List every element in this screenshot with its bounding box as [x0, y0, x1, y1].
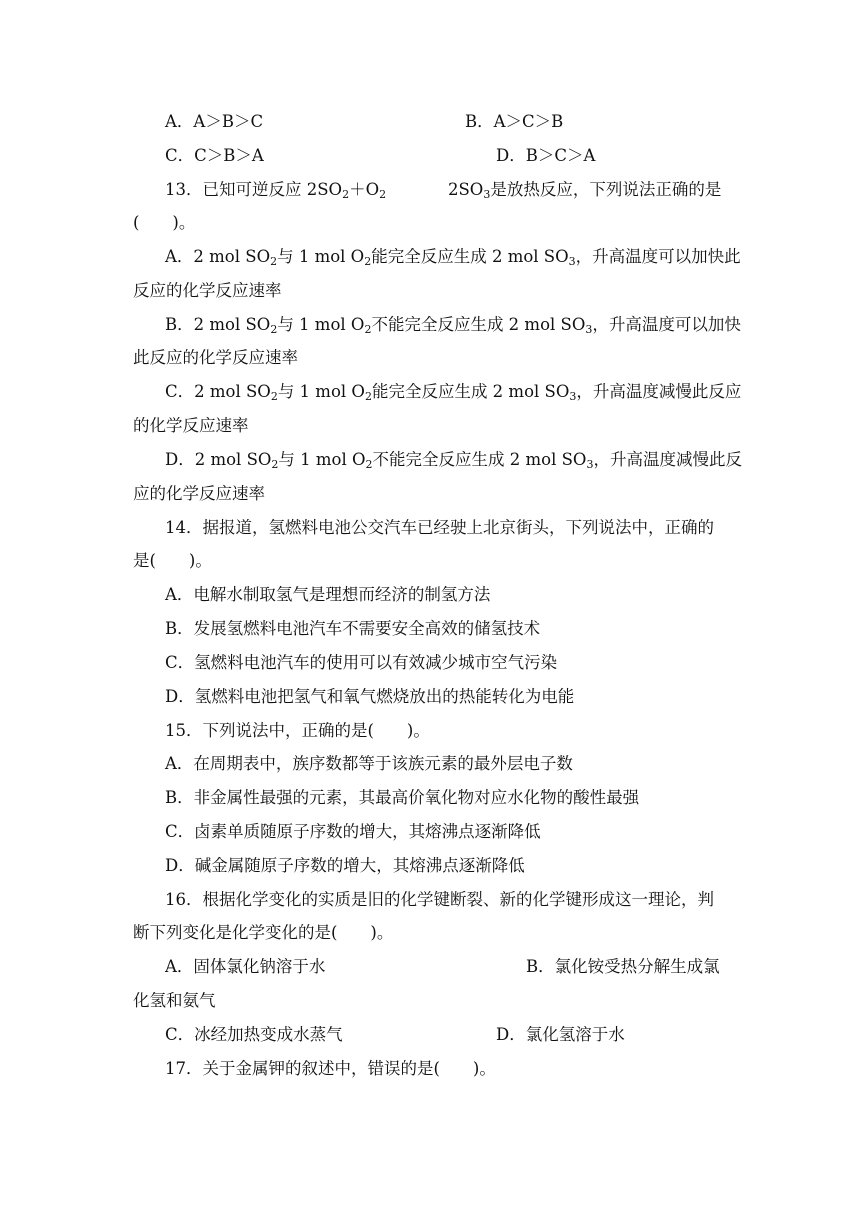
q13-option-d: D．2 mol $SO_2$与 1 mol $O_2$不能完全反应生成 2 mol $SO_3$，升高温度减慢此反: [165, 450, 742, 471]
q15-option-d: D．碱金属随原子序数的增大，其熔沸点逐渐降低: [165, 856, 525, 875]
q14-option-a: A．电解水制取氢气是理想而经济的制氢方法: [165, 585, 491, 604]
q16-option-b-cont: 化氢和氨气: [133, 991, 216, 1010]
q17-stem: 17．关于金属钾的叙述中，错误的是( )。: [165, 1059, 496, 1078]
q16-option-b: B．氯化铵受热分解生成氯: [526, 957, 720, 976]
q15-option-b: B．非金属性最强的元素，其最高价氧化物对应水化物的酸性最强: [165, 788, 640, 807]
q16-option-a: A．固体氯化钠溶于水: [165, 957, 326, 976]
q16-stem: 16．根据化学变化的实质是旧的化学键断裂、新的化学键形成这一理论，判: [165, 890, 714, 909]
q12-option-c: C．C＞B＞A: [165, 146, 264, 165]
q13-option-c-cont: 的化学反应速率: [133, 416, 249, 435]
q15-option-c: C．卤素单质随原子序数的增大，其熔沸点逐渐降低: [165, 822, 541, 841]
q13-stem-products: $2SO_3$是放热反应，下列说法正确的是: [448, 180, 722, 201]
q16-option-d: D．氯化氢溶于水: [496, 1025, 625, 1044]
q13-option-b-cont: 此反应的化学反应速率: [133, 348, 298, 367]
q13-option-d-cont: 应的化学反应速率: [133, 484, 265, 503]
q13-stem-reactants: 13．已知可逆反应 $2SO_2+O_2$: [165, 180, 387, 201]
q13-option-a: A．2 mol $SO_2$与 1 mol $O_2$能完全反应生成 2 mol $SO_3$，升高温度可以加快此: [165, 247, 741, 268]
q13-option-c: C．2 mol $SO_2$与 1 mol $O_2$能完全反应生成 2 mol $SO_3$，升高温度减慢此反应: [165, 382, 742, 403]
q13-stem-blank: ( )。: [133, 213, 196, 232]
q13-option-b: B．2 mol $SO_2$与 1 mol $O_2$不能完全反应生成 2 mol $SO_3$，升高温度可以加快: [165, 315, 741, 336]
q12-option-a: A．A＞B＞C: [165, 112, 264, 131]
q12-option-d: D．B＞C＞A: [496, 146, 596, 165]
q12-option-b: B．A＞C＞B: [465, 112, 564, 131]
q14-stem-cont: 是( )。: [133, 551, 212, 570]
q14-option-c: C．氢燃料电池汽车的使用可以有效减少城市空气污染: [165, 653, 558, 672]
q14-option-b: B．发展氢燃料电池汽车不需要安全高效的储氢技术: [165, 619, 541, 638]
q16-stem-cont: 断下列变化是化学变化的是( )。: [133, 923, 394, 942]
q13-option-a-cont: 反应的化学反应速率: [133, 281, 282, 300]
q15-option-a: A．在周期表中，族序数都等于该族元素的最外层电子数: [165, 754, 573, 773]
q14-stem: 14．据报道，氢燃料电池公交汽车已经驶上北京街头，下列说法中，正确的: [165, 518, 714, 537]
q16-option-c: C．冰经加热变成水蒸气: [165, 1025, 343, 1044]
q15-stem: 15．下列说法中，正确的是( )。: [165, 721, 430, 740]
q14-option-d: D．氢燃料电池把氢气和氧气燃烧放出的热能转化为电能: [165, 687, 575, 706]
